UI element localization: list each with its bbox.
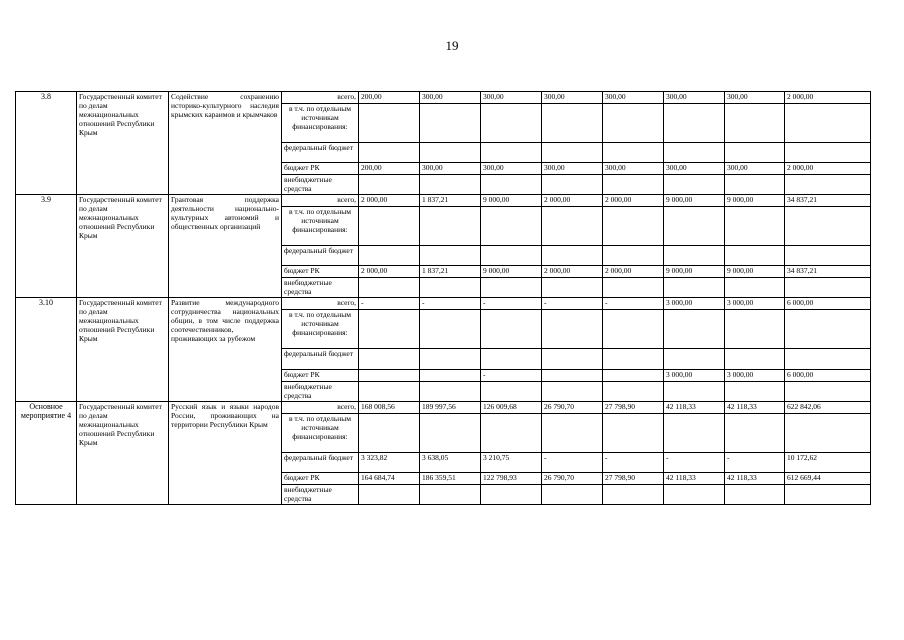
value-cell bbox=[420, 143, 481, 163]
value-cell bbox=[603, 175, 664, 195]
value-cell bbox=[481, 349, 542, 370]
value-cell: 34 837,21 bbox=[785, 195, 871, 207]
value-cell: 42 118,33 bbox=[725, 402, 785, 414]
value-cell bbox=[542, 246, 603, 266]
value-cell bbox=[725, 104, 785, 143]
source-label-cell: федеральный бюджет bbox=[282, 143, 359, 163]
value-cell: 300,00 bbox=[542, 92, 603, 104]
value-cell bbox=[481, 207, 542, 246]
source-label-cell: федеральный бюджет bbox=[282, 246, 359, 266]
source-label-cell: всего, bbox=[282, 195, 359, 207]
source-label-cell: в т.ч. по отдельным источникам финансирования: bbox=[282, 104, 359, 143]
value-cell: 26 790,70 bbox=[542, 402, 603, 414]
source-label-cell: всего, bbox=[282, 92, 359, 104]
value-cell: 9 000,00 bbox=[725, 266, 785, 278]
value-cell: 2 000,00 bbox=[603, 195, 664, 207]
value-cell bbox=[359, 349, 420, 370]
value-cell bbox=[542, 349, 603, 370]
value-cell: 10 172,62 bbox=[785, 453, 871, 473]
value-cell: 9 000,00 bbox=[481, 266, 542, 278]
value-cell bbox=[481, 246, 542, 266]
source-label-cell: всего, bbox=[282, 298, 359, 310]
value-cell: 300,00 bbox=[725, 163, 785, 175]
value-cell bbox=[725, 143, 785, 163]
value-cell bbox=[481, 278, 542, 298]
table-row bbox=[16, 92, 871, 104]
value-cell bbox=[542, 143, 603, 163]
value-cell: 612 669,44 bbox=[785, 473, 871, 485]
source-label-cell: внебюджетные средства bbox=[282, 278, 359, 298]
value-cell: 26 790,70 bbox=[542, 473, 603, 485]
value-cell bbox=[542, 485, 603, 505]
value-cell: 9 000,00 bbox=[481, 195, 542, 207]
value-cell bbox=[603, 382, 664, 402]
value-cell bbox=[481, 104, 542, 143]
value-cell bbox=[420, 246, 481, 266]
source-label-cell: в т.ч. по отдельным источникам финансирования: bbox=[282, 310, 359, 349]
table-row bbox=[16, 195, 871, 207]
value-cell bbox=[420, 349, 481, 370]
value-cell: 42 118,33 bbox=[664, 473, 725, 485]
value-cell: 3 000,00 bbox=[725, 298, 785, 310]
value-cell bbox=[542, 278, 603, 298]
value-cell bbox=[359, 207, 420, 246]
value-cell: 189 997,56 bbox=[420, 402, 481, 414]
value-cell bbox=[603, 143, 664, 163]
value-cell: 42 118,33 bbox=[664, 402, 725, 414]
value-cell: 2 000,00 bbox=[785, 163, 871, 175]
source-label-cell: бюджет РК bbox=[282, 163, 359, 175]
value-cell bbox=[359, 414, 420, 453]
value-cell: 300,00 bbox=[725, 92, 785, 104]
value-cell: 27 798,90 bbox=[603, 473, 664, 485]
value-cell: 9 000,00 bbox=[725, 195, 785, 207]
value-cell: - bbox=[481, 298, 542, 310]
value-cell bbox=[420, 310, 481, 349]
value-cell: 9 000,00 bbox=[664, 266, 725, 278]
value-cell bbox=[481, 414, 542, 453]
value-cell bbox=[785, 246, 871, 266]
value-cell: 2 000,00 bbox=[542, 266, 603, 278]
value-cell bbox=[542, 207, 603, 246]
value-cell bbox=[785, 175, 871, 195]
row-number-cell: Основное мероприятие 4 bbox=[16, 402, 77, 505]
value-cell: 3 323,82 bbox=[359, 453, 420, 473]
value-cell bbox=[420, 175, 481, 195]
value-cell: - bbox=[542, 298, 603, 310]
value-cell bbox=[359, 143, 420, 163]
source-label-cell: бюджет РК bbox=[282, 473, 359, 485]
value-cell bbox=[603, 207, 664, 246]
value-cell bbox=[359, 370, 420, 382]
value-cell: - bbox=[481, 370, 542, 382]
value-cell: 3 210,75 bbox=[481, 453, 542, 473]
value-cell bbox=[725, 485, 785, 505]
value-cell bbox=[664, 207, 725, 246]
row-number-cell: 3.9 bbox=[16, 195, 77, 298]
value-cell bbox=[542, 414, 603, 453]
value-cell bbox=[420, 485, 481, 505]
value-cell bbox=[725, 382, 785, 402]
source-label-cell: бюджет РК bbox=[282, 370, 359, 382]
value-cell: 168 008,56 bbox=[359, 402, 420, 414]
value-cell: - bbox=[420, 298, 481, 310]
value-cell bbox=[420, 414, 481, 453]
value-cell: 2 000,00 bbox=[785, 92, 871, 104]
value-cell bbox=[664, 349, 725, 370]
value-cell bbox=[359, 104, 420, 143]
source-label-cell: внебюджетные средства bbox=[282, 382, 359, 402]
value-cell bbox=[664, 278, 725, 298]
value-cell bbox=[420, 370, 481, 382]
value-cell: 186 359,51 bbox=[420, 473, 481, 485]
value-cell bbox=[725, 246, 785, 266]
value-cell: 1 837,21 bbox=[420, 195, 481, 207]
value-cell bbox=[420, 278, 481, 298]
source-label-cell: федеральный бюджет bbox=[282, 453, 359, 473]
value-cell bbox=[725, 349, 785, 370]
value-cell: 300,00 bbox=[481, 163, 542, 175]
value-cell: 300,00 bbox=[664, 92, 725, 104]
value-cell: 3 000,00 bbox=[664, 370, 725, 382]
executor-cell: Государственный комитет по делам межнациональных отношений Республики Крым bbox=[77, 92, 169, 195]
value-cell bbox=[603, 278, 664, 298]
value-cell bbox=[542, 370, 603, 382]
value-cell bbox=[725, 310, 785, 349]
source-label-cell: федеральный бюджет bbox=[282, 349, 359, 370]
value-cell: 300,00 bbox=[420, 92, 481, 104]
value-cell bbox=[785, 382, 871, 402]
value-cell: 126 009,68 bbox=[481, 402, 542, 414]
executor-cell: Государственный комитет по делам межнациональных отношений Республики Крым bbox=[77, 195, 169, 298]
value-cell: 122 798,93 bbox=[481, 473, 542, 485]
value-cell: 622 842,06 bbox=[785, 402, 871, 414]
value-cell: 3 000,00 bbox=[664, 298, 725, 310]
value-cell bbox=[481, 382, 542, 402]
value-cell: 300,00 bbox=[420, 163, 481, 175]
value-cell bbox=[664, 246, 725, 266]
value-cell: 9 000,00 bbox=[664, 195, 725, 207]
value-cell bbox=[481, 175, 542, 195]
value-cell: 3 638,05 bbox=[420, 453, 481, 473]
value-cell: 6 000,00 bbox=[785, 298, 871, 310]
executor-cell: Государственный комитет по делам межнациональных отношений Республики Крым bbox=[77, 298, 169, 402]
value-cell bbox=[603, 104, 664, 143]
page-number: 19 bbox=[445, 38, 459, 53]
value-cell bbox=[725, 175, 785, 195]
value-cell: 2 000,00 bbox=[603, 266, 664, 278]
value-cell bbox=[420, 104, 481, 143]
value-cell bbox=[359, 485, 420, 505]
value-cell bbox=[542, 382, 603, 402]
value-cell bbox=[481, 143, 542, 163]
value-cell bbox=[603, 414, 664, 453]
value-cell bbox=[542, 310, 603, 349]
value-cell: - bbox=[603, 298, 664, 310]
value-cell: 6 000,00 bbox=[785, 370, 871, 382]
value-cell: 1 837,21 bbox=[420, 266, 481, 278]
value-cell bbox=[542, 175, 603, 195]
budget-table bbox=[15, 91, 871, 505]
value-cell bbox=[359, 310, 420, 349]
source-label-cell: внебюджетные средства bbox=[282, 175, 359, 195]
table-row bbox=[16, 298, 871, 310]
value-cell bbox=[785, 349, 871, 370]
value-cell bbox=[664, 310, 725, 349]
value-cell: 2 000,00 bbox=[542, 195, 603, 207]
value-cell bbox=[603, 370, 664, 382]
value-cell bbox=[664, 175, 725, 195]
value-cell bbox=[603, 246, 664, 266]
value-cell bbox=[664, 485, 725, 505]
value-cell: - bbox=[359, 298, 420, 310]
value-cell bbox=[359, 175, 420, 195]
value-cell: - bbox=[603, 453, 664, 473]
source-label-cell: в т.ч. по отдельным источникам финансирования: bbox=[282, 207, 359, 246]
value-cell: 2 000,00 bbox=[359, 195, 420, 207]
value-cell bbox=[785, 310, 871, 349]
value-cell: 3 000,00 bbox=[725, 370, 785, 382]
value-cell: 164 684,74 bbox=[359, 473, 420, 485]
source-label-cell: бюджет РК bbox=[282, 266, 359, 278]
value-cell bbox=[725, 414, 785, 453]
source-label-cell: внебюджетные средства bbox=[282, 485, 359, 505]
value-cell: 300,00 bbox=[481, 92, 542, 104]
measure-name-cell: Грантовая поддержка деятельности национально-культурных автономий и общественных организаций bbox=[169, 195, 282, 298]
value-cell: - bbox=[664, 453, 725, 473]
source-label-cell: всего, bbox=[282, 402, 359, 414]
value-cell: 300,00 bbox=[603, 163, 664, 175]
value-cell bbox=[542, 104, 603, 143]
measure-name-cell: Развитие международного сотрудничества национальных общин, в том числе поддержка соотечественников, проживающих за рубежом bbox=[169, 298, 282, 402]
value-cell: - bbox=[542, 453, 603, 473]
row-number-cell: 3.10 bbox=[16, 298, 77, 402]
value-cell bbox=[359, 246, 420, 266]
value-cell: 200,00 bbox=[359, 92, 420, 104]
value-cell bbox=[664, 414, 725, 453]
value-cell: 42 118,33 bbox=[725, 473, 785, 485]
value-cell: 200,00 bbox=[359, 163, 420, 175]
value-cell bbox=[785, 104, 871, 143]
executor-cell: Государственный комитет по делам межнациональных отношений Республики Крым bbox=[77, 402, 169, 505]
value-cell bbox=[603, 485, 664, 505]
value-cell bbox=[785, 207, 871, 246]
value-cell bbox=[785, 414, 871, 453]
value-cell: - bbox=[725, 453, 785, 473]
value-cell bbox=[664, 382, 725, 402]
value-cell bbox=[664, 143, 725, 163]
value-cell bbox=[481, 310, 542, 349]
value-cell bbox=[725, 207, 785, 246]
value-cell bbox=[420, 382, 481, 402]
value-cell: 300,00 bbox=[542, 163, 603, 175]
value-cell bbox=[785, 143, 871, 163]
value-cell: 27 798,90 bbox=[603, 402, 664, 414]
value-cell bbox=[359, 382, 420, 402]
table-row bbox=[16, 402, 871, 414]
value-cell bbox=[603, 349, 664, 370]
value-cell bbox=[664, 104, 725, 143]
value-cell: 300,00 bbox=[664, 163, 725, 175]
row-number-cell: 3.8 bbox=[16, 92, 77, 195]
value-cell bbox=[481, 485, 542, 505]
source-label-cell: в т.ч. по отдельным источникам финансирования: bbox=[282, 414, 359, 453]
value-cell bbox=[603, 310, 664, 349]
value-cell: 300,00 bbox=[603, 92, 664, 104]
measure-name-cell: Содействие сохранению историко-культурного наследия крымских караимов и крымчаков bbox=[169, 92, 282, 195]
value-cell bbox=[725, 278, 785, 298]
value-cell bbox=[420, 207, 481, 246]
value-cell: 34 837,21 bbox=[785, 266, 871, 278]
value-cell bbox=[359, 278, 420, 298]
value-cell bbox=[785, 485, 871, 505]
value-cell: 2 000,00 bbox=[359, 266, 420, 278]
value-cell bbox=[785, 278, 871, 298]
measure-name-cell: Русский язык и языки народов России, проживающих на территории Республики Крым bbox=[169, 402, 282, 505]
